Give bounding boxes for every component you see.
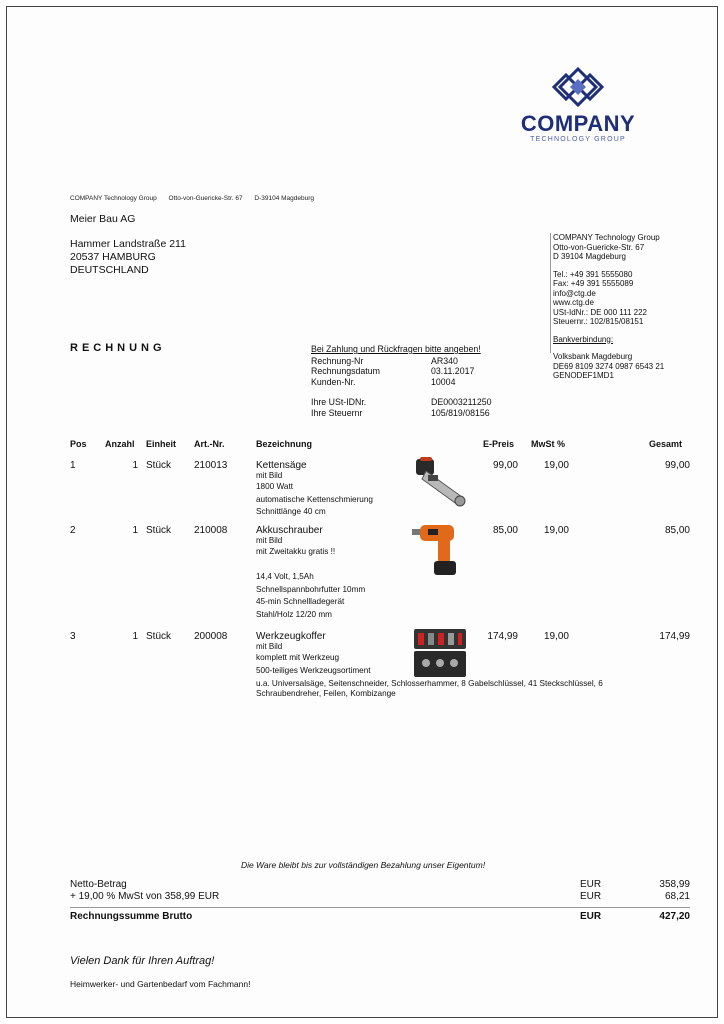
- company-logo: [513, 67, 643, 144]
- chainsaw-icon: [412, 455, 468, 511]
- company-fax: Fax: +49 391 5555089: [553, 279, 634, 288]
- recipient-name: Meier Bau AG: [70, 213, 136, 225]
- item-description: Kettensäge mit Bild 1800 Watt automatische Kettenschmierung Schnittlänge 40 cm: [256, 460, 373, 516]
- logo-diamond-icon: [546, 67, 610, 113]
- cordless-drill-icon: [410, 521, 466, 577]
- sidebar-divider: [550, 233, 551, 353]
- toolbox-icon: [412, 627, 468, 679]
- company-info: [553, 233, 703, 381]
- recipient-street: Hammer Landstraße 211: [70, 238, 186, 250]
- bank-heading: Bankverbindung:: [553, 334, 614, 344]
- company-ust: USt-IdNr.: DE 000 111 222: [553, 307, 647, 317]
- company-city: D 39104 Magdeburg: [553, 252, 626, 261]
- header-artnr: Art.-Nr.: [194, 439, 225, 449]
- logo-subtitle: TECHNOLOGY GROUP: [530, 136, 626, 143]
- bank-bic: GENODEF1MD1: [553, 371, 614, 380]
- recipient-country: DEUTSCHLAND: [70, 264, 149, 276]
- totals-brutto: Rechnungssumme Brutto EUR 427,20: [70, 907, 690, 921]
- header-epreis: E-Preis: [483, 439, 515, 449]
- company-steuer: Steuernr.: 102/815/08151: [553, 317, 644, 326]
- meta-row: Rechnungsdatum 03.11.2017: [311, 366, 475, 376]
- item-description: Akkuschrauber mit Bild mit Zweitakku gratis !! 14,4 Volt, 1,5Ah Schnellspannbohrfutter 10mm 45-min Schnellladegerät Stahl/Holz 12/20 mm: [256, 525, 366, 619]
- sender-address-line: [70, 195, 324, 202]
- invoice-meta: [311, 344, 492, 418]
- totals-block: [70, 879, 690, 921]
- meta-row: Ihre USt-IDNr. DE0003211250: [311, 397, 492, 407]
- totals-mwst: + 19,00 % MwSt von 358,99 EUR EUR 68,21: [70, 891, 690, 902]
- logo-name: COMPANY: [520, 111, 636, 136]
- meta-heading: Bei Zahlung und Rückfragen bitte angeben!: [311, 344, 481, 354]
- company-name: COMPANY Technology Group: [553, 233, 660, 242]
- header-einheit: Einheit: [146, 439, 177, 449]
- header-pos: Pos: [70, 439, 87, 449]
- footer-text: Heimwerker- und Gartenbedarf vom Fachmann!: [70, 979, 251, 989]
- document-title: RECHNUNG: [70, 342, 166, 354]
- bank-iban: DE69 8109 3274 0987 6543 21: [553, 361, 665, 371]
- meta-row: Kunden-Nr. 10004: [311, 376, 456, 387]
- ownership-note: Die Ware bleibt bis zur vollständigen Bezahlung unser Eigentum!: [240, 860, 486, 870]
- bank-name: Volksbank Magdeburg: [553, 352, 633, 361]
- invoice-page: COMPANY TECHNOLOGY GROUP COMPANY Technology Group Otto-von-Guericke-Str. 67 D-39104 Magdeburg Meier Bau AG Hammer Landstraße 211 20537 HAMBURG DEUTSCHLAND COMPANY Technology Group Otto-von-Guericke-Str. 67 D 39104 Magdeburg Tel.: +49 391 5555080 Fax: +49 391 5555089 info@ctg.de www.ctg.de USt-IdNr.: DE 000 111 222 Steuernr.: 102/815/08151 Bankverbindung: Volksbank Magdeburg DE69 8109 3274 0987 6543 21 GENODEF1MD1 RECHNUNG Bei Zahlung und Rückfragen bitte angeben! Rechnung-Nr AR340 Rechnungsdatum 03.11.2017 Kunden-Nr. 10004 Ihre USt-IDNr. DE0003211250 Ihre Steuernr 105/819/08156 Pos Anzahl Einheit Art.-Nr. Bezeichnung E-Preis MwSt % Gesamt 1 1 Stück 210013 Kettensäge mit Bild 1800 Watt automatische Kettenschmierung Schnittlänge 40 cm 99,00 19,00 99,00 2 1 Stück 210008 Akkuschrauber mit Bild mit Zweitakku gratis !! 14,4 Volt, 1,5Ah Schnellspannbohrfutter 10mm 45-min Schnellladegerät Stahl/Holz 12/20 mm 85,00 19,00 85,00 3 1 Stück 200008 Werkzeugkoffer mit Bild komplett mit Werkzeug 500-teiliges Werkzeugsortiment u.a. Universalsäge, Seitenschneider, Schlosserhammer, 8 Gabelschlüssel, 41 Steckschlüssel, 6 Schraubendreher, Feilen, Kombizange 174,99 19,00 174,99 Die Ware bleibt bis zur vollständigen Bezahlung unser Eigentum! Netto-Betrag EUR 358,99 + 19,00 % MwSt von 358,99 EUR EUR 68,21 Rechnungssumme Brutto EUR 427,20 Vielen Dank für Ihren Auftrag! Heimwerker- und Gartenbedarf vom Fachmann!: [6, 6, 718, 1018]
- sender-name: COMPANY Technology Group: [70, 195, 157, 202]
- sender-street: Otto-von-Guericke-Str. 67: [168, 195, 243, 202]
- header-bezeichnung: Bezeichnung: [256, 439, 313, 449]
- totals-netto: Netto-Betrag EUR 358,99: [70, 879, 690, 890]
- company-email: info@ctg.de: [553, 288, 596, 298]
- company-tel: Tel.: +49 391 5555080: [553, 269, 633, 279]
- header-gesamt: Gesamt: [649, 439, 683, 449]
- recipient-city: 20537 HAMBURG: [70, 251, 156, 263]
- item-description: Werkzeugkoffer mit Bild komplett mit Werkzeug 500-teiliges Werkzeugsortiment u.a. Universalsäge, Seitenschneider, Schlosserhammer, 8 Gabelschlüssel, 41 Steckschlüssel, 6 Schraubendreher, Feilen, Kombizange: [256, 631, 603, 698]
- sender-city: D-39104 Magdeburg: [254, 195, 315, 202]
- header-anzahl: Anzahl: [105, 439, 135, 449]
- thanks-text: Vielen Dank für Ihren Auftrag!: [70, 955, 215, 967]
- meta-row: Rechnung-Nr AR340: [311, 355, 458, 366]
- header-mwst: MwSt %: [531, 439, 566, 449]
- company-street: Otto-von-Guericke-Str. 67: [553, 242, 645, 252]
- recipient-address: [70, 213, 186, 277]
- company-web: www.ctg.de: [553, 298, 594, 307]
- meta-row: Ihre Steuernr 105/819/08156: [311, 407, 490, 418]
